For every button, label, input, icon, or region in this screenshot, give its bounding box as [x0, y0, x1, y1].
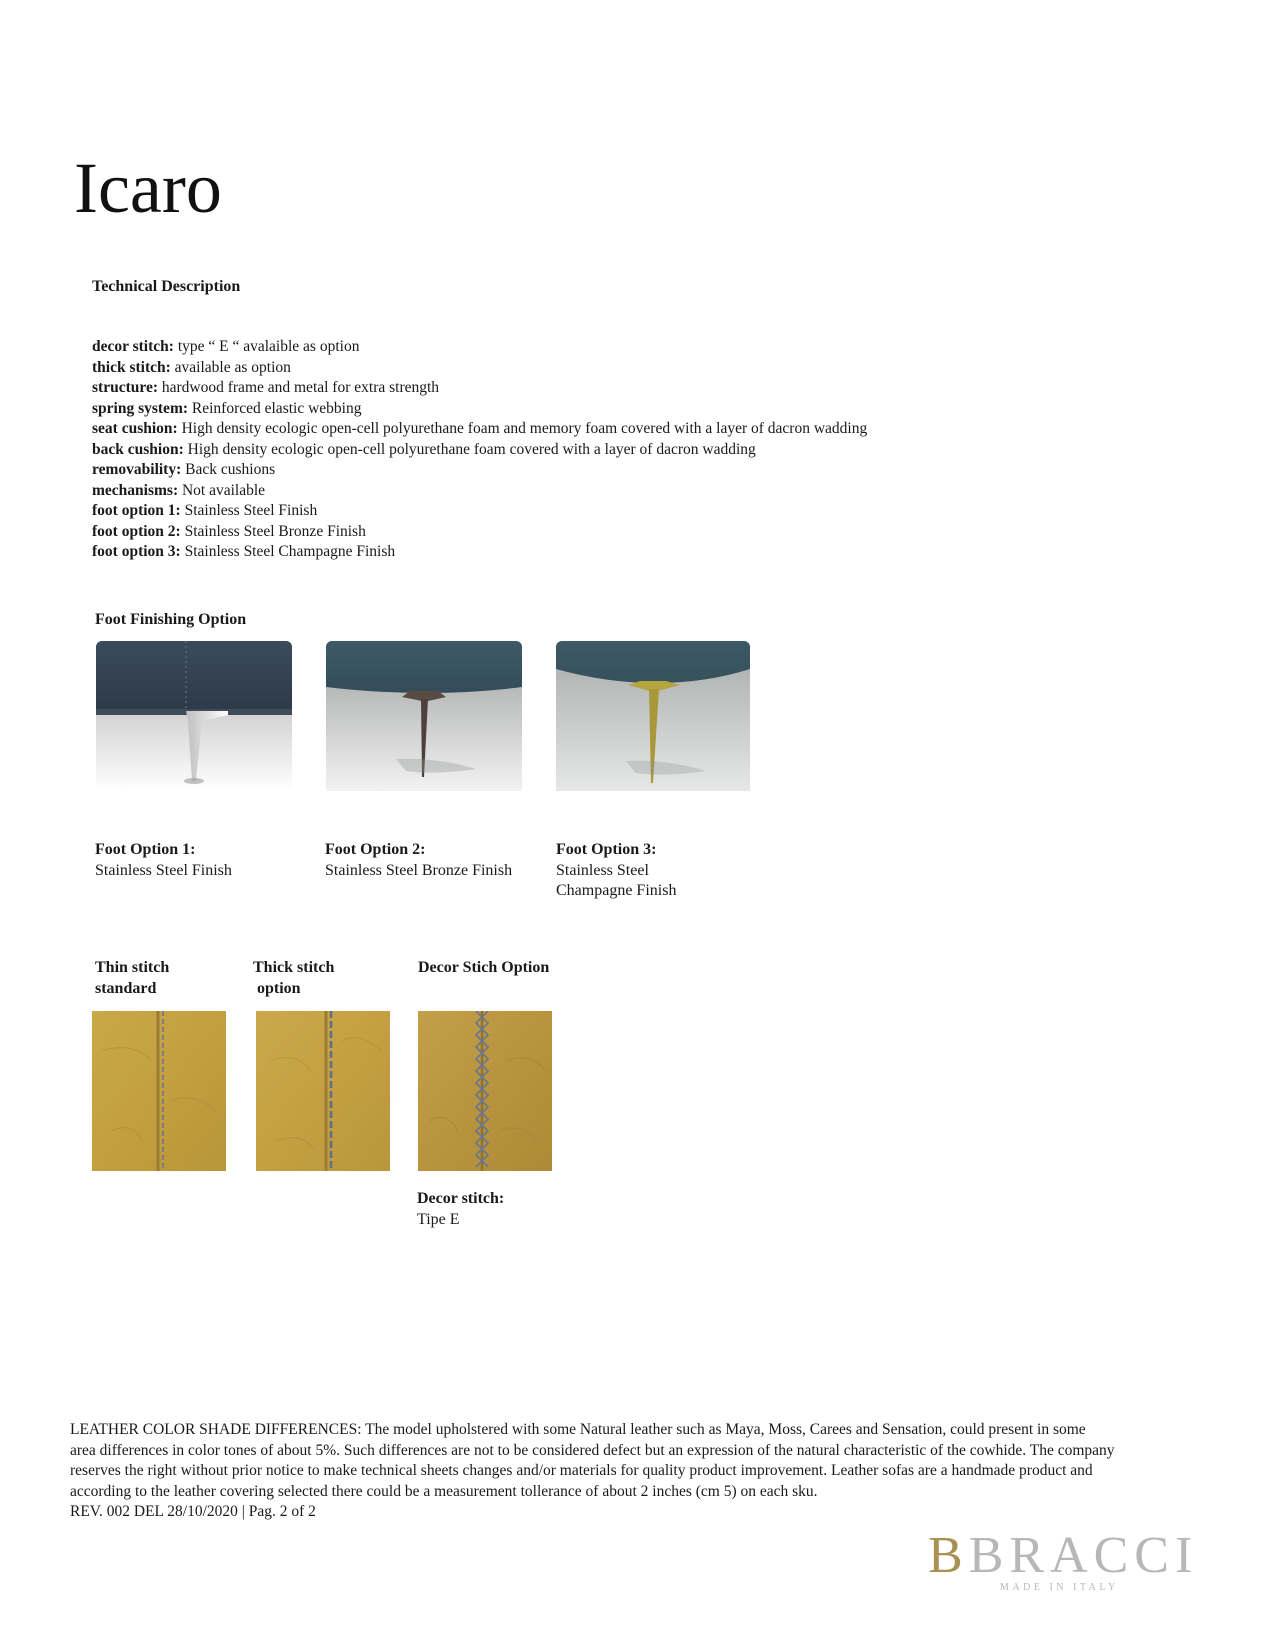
- foot-option-desc: Stainless Steel: [556, 861, 649, 879]
- spec-back-cushion: [92, 440, 867, 461]
- thick-stitch-heading: [253, 957, 373, 999]
- spec-removability: [92, 460, 867, 481]
- spec-foot-option-2: [92, 522, 867, 543]
- spec-mechanisms: [92, 481, 867, 502]
- spec-structure: [92, 378, 867, 399]
- decor-stitch-value: Tipe E: [417, 1210, 460, 1228]
- decor-stitch-caption: [417, 1189, 504, 1230]
- spec-value: Reinforced elastic webbing: [188, 399, 362, 417]
- spec-decor-stitch: [92, 337, 867, 358]
- disclaimer-line: according to the leather covering selected there could be a measurement tollerance of about 2 inches (cm 5) on each sku.: [70, 1482, 818, 1500]
- stitch-heading-line: standard: [95, 980, 157, 997]
- spec-value: Stainless Steel Champagne Finish: [180, 543, 396, 560]
- logo-name: BRACCI: [968, 1527, 1199, 1584]
- spec-foot-option-1: [92, 501, 867, 522]
- foot-option-3-image: [556, 641, 750, 791]
- spec-value: Not available: [178, 481, 266, 499]
- spec-value: High density ecologic open-cell polyurethane foam covered with a layer of dacron wadding: [183, 440, 756, 458]
- spec-label: back cushion:: [92, 440, 184, 458]
- disclaimer-line: area differences in color tones of about 5%. Such differences are not to be considered defect but an expression of the natural characteristic of the cowhide. The company: [70, 1441, 1115, 1459]
- spec-value: Stainless Steel Finish: [180, 502, 318, 519]
- thick-stitch-swatch: [256, 1011, 390, 1171]
- spec-value: Back cushions: [181, 461, 276, 478]
- spec-label: removability:: [92, 461, 182, 478]
- decor-stitch-heading: [418, 957, 549, 978]
- stitch-heading-line: Thin stitch: [95, 959, 170, 976]
- stitch-heading-line: Thick stitch: [253, 959, 335, 976]
- spec-label: spring system:: [92, 399, 189, 417]
- foot-option-2-image: [326, 641, 522, 791]
- spec-label: seat cushion:: [92, 420, 178, 437]
- foot-finishing-heading: Foot Finishing Option: [95, 611, 247, 628]
- spec-value: hardwood frame and metal for extra strength: [158, 379, 440, 396]
- spec-label: thick stitch:: [92, 358, 171, 376]
- decor-stitch-title: Decor stitch:: [417, 1190, 505, 1207]
- stitch-heading-line: option: [253, 980, 301, 997]
- logo-tagline: MADE IN ITALY: [1000, 1582, 1119, 1593]
- foot-option-title: Foot Option 1:: [95, 841, 196, 858]
- spec-label: foot option 2:: [92, 522, 181, 540]
- foot-option-desc: Stainless Steel Bronze Finish: [325, 861, 513, 879]
- foot-option-desc: Stainless Steel Finish: [95, 861, 232, 879]
- spec-label: foot option 3:: [92, 543, 181, 560]
- decor-stitch-swatch: [418, 1011, 552, 1171]
- bracci-logo: [928, 1528, 1200, 1598]
- disclaimer-line: reserves the right without prior notice to make technical sheets changes and/or materials for quality product improvement. Leather sofas are a handmade product and: [70, 1462, 1093, 1479]
- foot-option-title: Foot Option 2:: [325, 841, 426, 858]
- spec-list: [92, 337, 867, 563]
- spec-value: available as option: [170, 358, 291, 376]
- foot-option-2-caption: [325, 840, 512, 881]
- foot-option-3-caption: [556, 840, 706, 902]
- logo-first-letter: B: [928, 1527, 969, 1584]
- disclaimer-line: LEATHER COLOR SHADE DIFFERENCES: The model upholstered with some Natural leather such as Maya, Moss, Carees and Sensation, could present in some: [70, 1421, 1086, 1438]
- page-title: Icaro: [74, 148, 222, 228]
- foot-option-1-image: [96, 641, 292, 791]
- foot-option-desc-2: Champagne Finish: [556, 882, 677, 899]
- thin-stitch-heading: [95, 957, 215, 999]
- stitch-heading-line: Decor Stich Option: [418, 959, 550, 976]
- leather-disclaimer: [70, 1420, 1220, 1523]
- spec-label: structure:: [92, 379, 158, 396]
- logo-wordmark: [928, 1528, 1198, 1584]
- technical-description-heading: Technical Description: [92, 278, 241, 295]
- spec-spring-system: [92, 399, 867, 420]
- spec-value: Stainless Steel Bronze Finish: [180, 522, 366, 540]
- foot-option-title: Foot Option 3:: [556, 841, 657, 858]
- spec-seat-cushion: [92, 419, 867, 440]
- spec-value: type “ E “ avalaible as option: [173, 338, 360, 355]
- thin-stitch-swatch: [92, 1011, 226, 1171]
- spec-label: mechanisms:: [92, 481, 179, 499]
- spec-label: decor stitch:: [92, 338, 174, 355]
- spec-thick-stitch: [92, 358, 867, 379]
- spec-label: foot option 1:: [92, 502, 181, 519]
- revision-line: REV. 002 DEL 28/10/2020 | Pag. 2 of 2: [70, 1503, 316, 1520]
- spec-foot-option-3: [92, 542, 867, 563]
- spec-value: High density ecologic open-cell polyurethane foam and memory foam covered with a layer of dacron wadding: [177, 420, 868, 437]
- foot-option-1-caption: [95, 840, 232, 881]
